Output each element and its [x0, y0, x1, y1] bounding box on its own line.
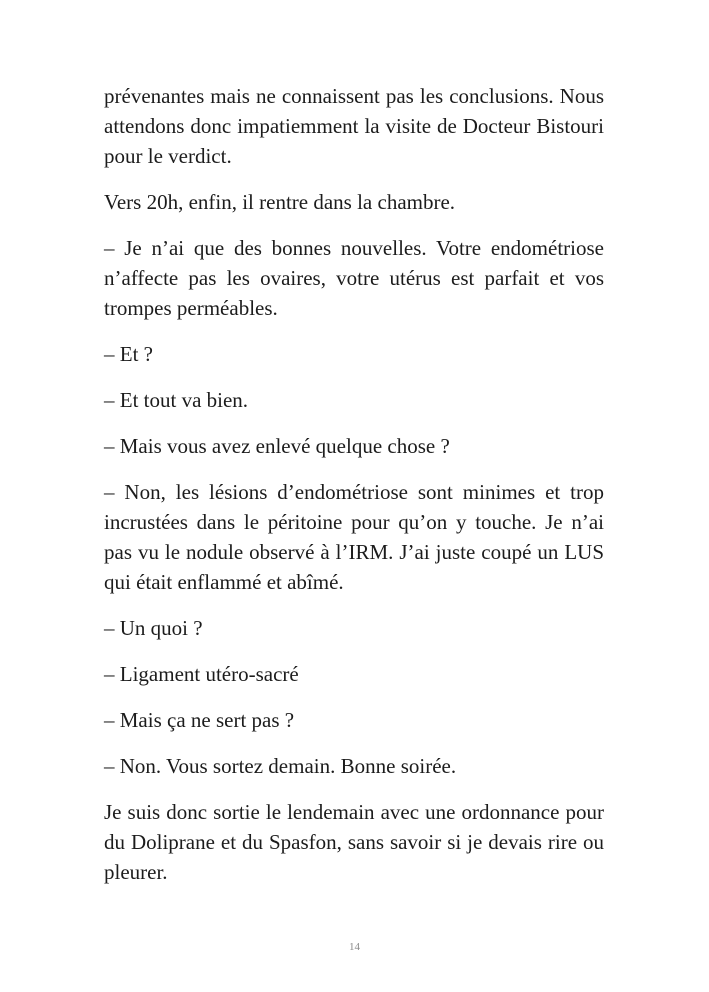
- paragraph: prévenantes mais ne connaissent pas les conclusions. Nous attendons donc impatiemment la visite de Docteur Bistouri pour le verdict.: [104, 84, 604, 168]
- paragraph: – Mais ça ne sert pas ?: [104, 708, 295, 732]
- page-number: 14: [349, 941, 360, 953]
- paragraph: – Non. Vous sortez demain. Bonne soirée.: [104, 754, 457, 778]
- page-body: [104, 81, 604, 887]
- paragraph: Vers 20h, enfin, il rentre dans la chambre.: [104, 190, 456, 214]
- paragraph: Je suis donc sortie le lendemain avec une ordonnance pour du Doliprane et du Spasfon, sans savoir si je devais rire ou pleurer.: [104, 800, 604, 884]
- paragraph: – Et ?: [104, 342, 153, 366]
- paragraph: – Non, les lésions d’endométriose sont minimes et trop incrustées dans le péritoine pour qu’on y touche. Je n’ai pas vu le nodule observé à l’IRM. J’ai juste coupé un LUS qui était enflammé et abîmé.: [104, 480, 604, 594]
- paragraph: – Et tout va bien.: [104, 388, 249, 412]
- paragraph: – Ligament utéro-sacré: [104, 662, 299, 686]
- paragraph: – Je n’ai que des bonnes nouvelles. Votre endométriose n’affecte pas les ovaires, votre utérus est parfait et vos trompes perméables.: [104, 236, 604, 320]
- paragraph: – Mais vous avez enlevé quelque chose ?: [104, 434, 450, 458]
- paragraph: – Un quoi ?: [104, 616, 203, 640]
